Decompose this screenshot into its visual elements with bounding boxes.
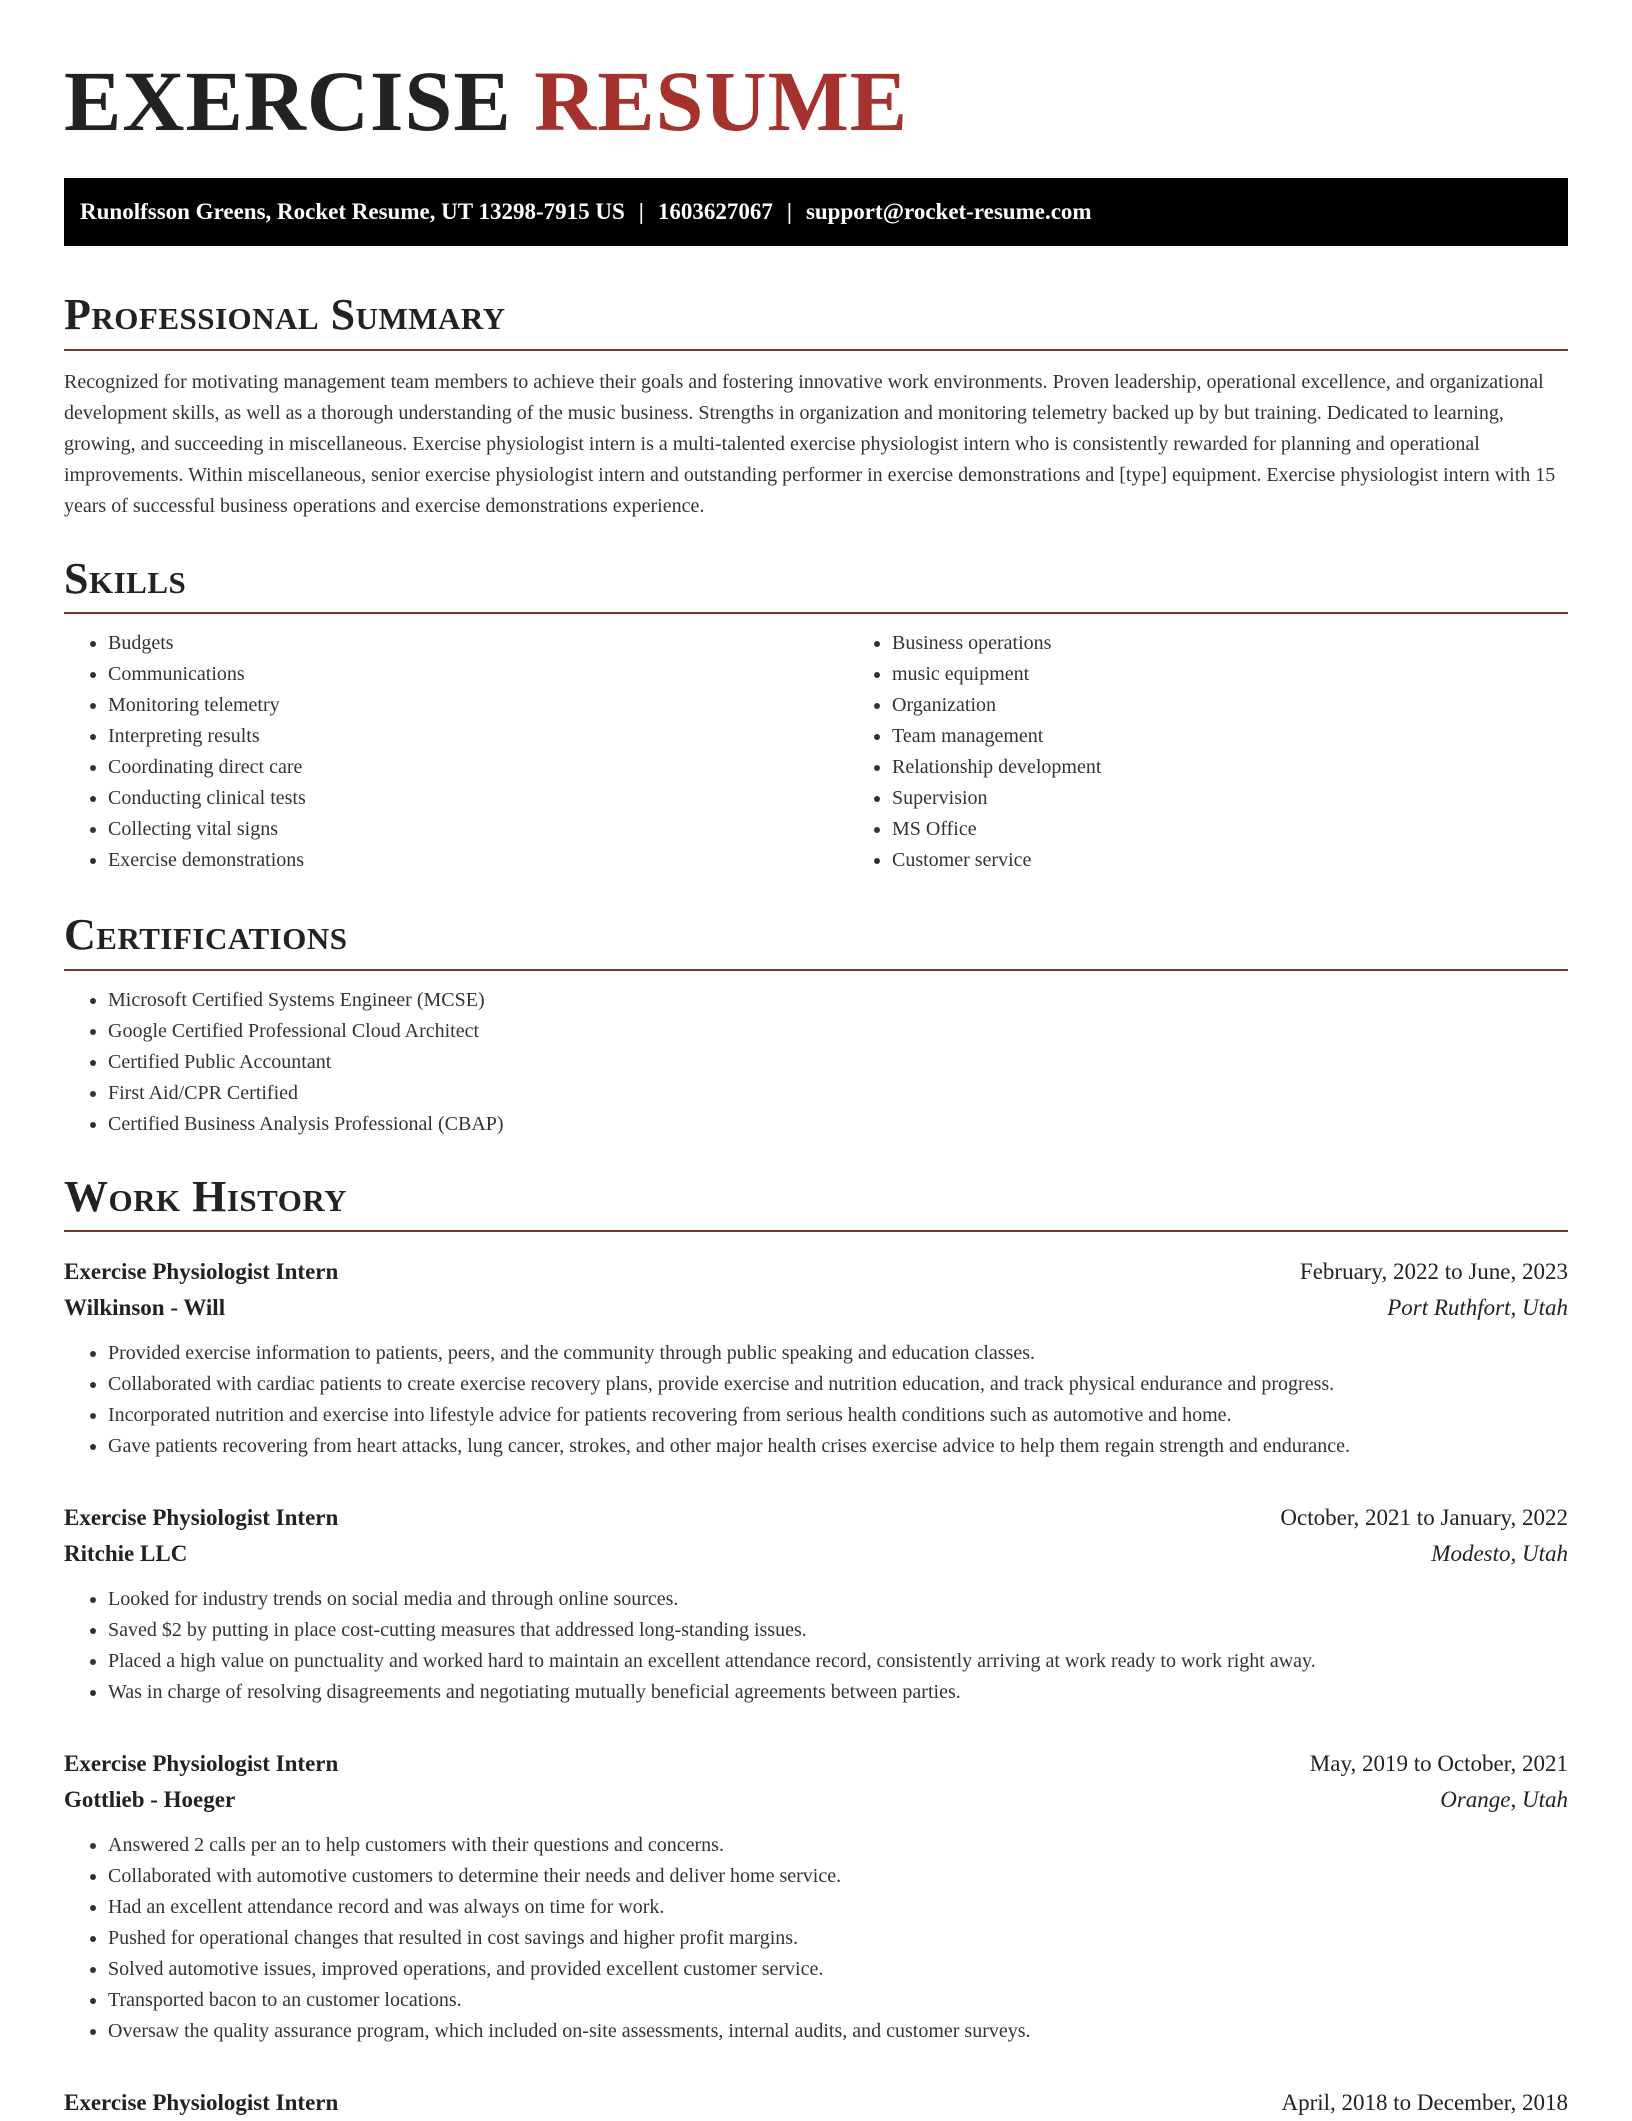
job-entry [64, 2085, 1568, 2121]
contact-separator: | [786, 199, 792, 224]
job-title: Exercise Physiologist Intern [64, 1505, 339, 1531]
skill-item: • Exercise demonstrations [108, 845, 848, 876]
certifications-list [64, 985, 1568, 1140]
job-header-row [64, 2085, 1568, 2121]
job-location: Modesto, Utah [1431, 1541, 1568, 1567]
skill-item: • music equipment [892, 659, 1632, 690]
job-bullet: • Oversaw the quality assurance program, which included on-site assessments, internal audits, and customer surveys. [108, 2016, 1568, 2047]
skills-section [64, 554, 1568, 877]
certification-item: • First Aid/CPR Certified [108, 1078, 1568, 1109]
job-company: Gottlieb - Hoeger [64, 1787, 236, 1813]
skills-heading: Skills [64, 554, 1568, 615]
work-history-heading: Work History [64, 1172, 1568, 1233]
contact-phone: 1603627067 [657, 199, 773, 224]
contact-email: support@rocket-resume.com [805, 199, 1092, 224]
skill-item: • Collecting vital signs [108, 814, 848, 845]
certification-item: • Certified Public Accountant [108, 1047, 1568, 1078]
jobs-list [64, 1254, 1568, 2121]
job-bullet: • Collaborated with automotive customers to determine their needs and deliver home service. [108, 1861, 1568, 1892]
job-entry [64, 1500, 1568, 1708]
job-header-row [64, 1746, 1568, 1782]
resume-page [64, 0, 1568, 2121]
job-dates: May, 2019 to October, 2021 [1309, 1751, 1568, 1777]
job-bullets [64, 1584, 1568, 1708]
job-bullet: • Answered 2 calls per an to help customers with their questions and concerns. [108, 1830, 1568, 1861]
job-company-row [64, 1290, 1568, 1326]
work-history-section [64, 1172, 1568, 2121]
summary-section [64, 290, 1568, 522]
skill-item: • Conducting clinical tests [108, 783, 848, 814]
job-bullets [64, 1830, 1568, 2047]
job-bullet: • Was in charge of resolving disagreements and negotiating mutually beneficial agreements between parties. [108, 1677, 1568, 1708]
job-company-row [64, 1782, 1568, 1818]
job-bullet: • Provided exercise information to patients, peers, and the community through public speaking and education classes. [108, 1338, 1568, 1369]
job-title: Exercise Physiologist Intern [64, 2090, 339, 2116]
certifications-section [64, 910, 1568, 1140]
job-bullets [64, 1338, 1568, 1462]
job-bullet: • Placed a high value on punctuality and worked hard to maintain an excellent attendance record, consistently arriving at work ready to work right away. [108, 1646, 1568, 1677]
job-title: Exercise Physiologist Intern [64, 1259, 339, 1285]
job-dates: April, 2018 to December, 2018 [1281, 2090, 1568, 2116]
skill-item: • Interpreting results [108, 721, 848, 752]
title-second-word: RESUME [534, 53, 909, 149]
skill-item: • MS Office [892, 814, 1632, 845]
skill-item: • Monitoring telemetry [108, 690, 848, 721]
job-company: Wilkinson - Will [64, 1295, 226, 1321]
skill-item: • Business operations [892, 628, 1632, 659]
job-company-row [64, 1536, 1568, 1572]
job-title: Exercise Physiologist Intern [64, 1751, 339, 1777]
contact-address: Runolfsson Greens, Rocket Resume, UT 13298-7915 US [80, 199, 625, 224]
job-bullet: • Pushed for operational changes that resulted in cost savings and higher profit margins. [108, 1923, 1568, 1954]
job-location: Orange, Utah [1440, 1787, 1568, 1813]
job-bullet: • Incorporated nutrition and exercise into lifestyle advice for patients recovering from serious health conditions such as automotive and home. [108, 1400, 1568, 1431]
skills-grid [64, 614, 1568, 876]
job-bullet: • Looked for industry trends on social media and through online sources. [108, 1584, 1568, 1615]
resume-title [64, 53, 1568, 149]
skill-item: • Organization [892, 690, 1632, 721]
job-bullet: • Solved automotive issues, improved operations, and provided excellent customer service. [108, 1954, 1568, 1985]
job-header-row [64, 1254, 1568, 1290]
skill-item: • Customer service [892, 845, 1632, 876]
contact-bar [64, 178, 1568, 246]
summary-heading: Professional Summary [64, 290, 1568, 351]
skill-item: • Supervision [892, 783, 1632, 814]
job-bullet: • Transported bacon to an customer locations. [108, 1985, 1568, 2016]
job-dates: October, 2021 to January, 2022 [1280, 1505, 1568, 1531]
job-location: Port Ruthfort, Utah [1387, 1295, 1568, 1321]
job-bullet: • Collaborated with cardiac patients to create exercise recovery plans, provide exercise and nutrition education, and track physical endurance and progress. [108, 1369, 1568, 1400]
skills-right-list [848, 628, 1632, 876]
summary-text: Recognized for motivating management team members to achieve their goals and fostering innovative work environments. Proven leadership, operational excellence, and organizational development skills, as well as a thorough understanding of the music business. Strengths in organization and monitoring telemetry backed up by but training. Dedicated to learning, growing, and succeeding in miscellaneous. Exercise physiologist intern is a multi-talented exercise physiologist intern who is consistently rewarded for planning and operational improvements. Within miscellaneous, senior exercise physiologist intern and outstanding performer in exercise demonstrations and [type] equipment. Exercise physiologist intern with 15 years of successful business operations and exercise demonstrations experience. [64, 370, 1556, 517]
certification-item: • Google Certified Professional Cloud Architect [108, 1016, 1568, 1047]
job-bullet: • Gave patients recovering from heart attacks, lung cancer, strokes, and other major health crises exercise advice to help them regain strength and endurance. [108, 1431, 1568, 1462]
job-header-row [64, 1500, 1568, 1536]
job-dates: February, 2022 to June, 2023 [1299, 1259, 1568, 1285]
job-bullet: • Had an excellent attendance record and was always on time for work. [108, 1892, 1568, 1923]
certifications-heading: Certifications [64, 910, 1568, 971]
contact-separator: | [638, 199, 644, 224]
skill-item: • Communications [108, 659, 848, 690]
job-bullet: • Saved $2 by putting in place cost-cutting measures that addressed long-standing issues. [108, 1615, 1568, 1646]
skill-item: • Team management [892, 721, 1632, 752]
job-company: Ritchie LLC [64, 1541, 188, 1567]
skill-item: • Budgets [108, 628, 848, 659]
title-first-word: EXERCISE [64, 53, 512, 149]
job-entry [64, 1746, 1568, 2047]
certification-item: • Microsoft Certified Systems Engineer (MCSE) [108, 985, 1568, 1016]
skill-item: • Relationship development [892, 752, 1632, 783]
skill-item: • Coordinating direct care [108, 752, 848, 783]
skills-left-list [64, 628, 848, 876]
certification-item: • Certified Business Analysis Professional (CBAP) [108, 1109, 1568, 1140]
job-entry [64, 1254, 1568, 1462]
